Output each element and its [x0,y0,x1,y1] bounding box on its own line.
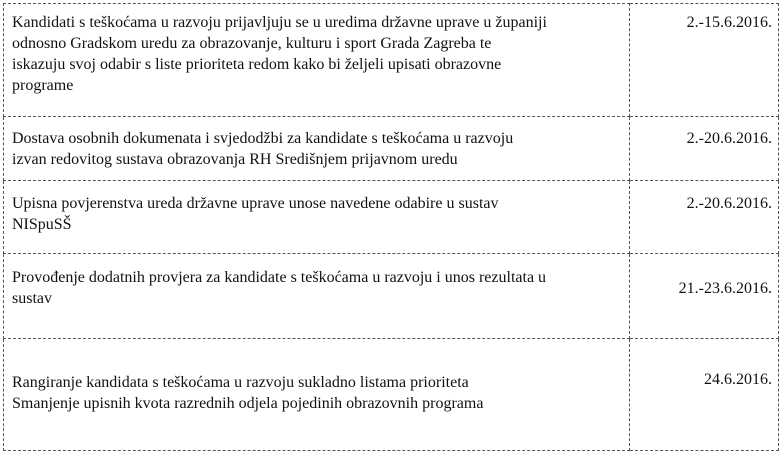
activity-description [4,181,630,254]
description-line: programe [12,77,74,94]
activity-description [4,117,630,181]
table-row [4,4,779,117]
description-line: Provođenje dodatnih provjera za kandidate s teškoćama u razvoju i unos rezultata u [12,269,547,286]
table-row [4,181,779,254]
description-line: Rangiranje kandidata s teškoćama u razvoju sukladno listama prioriteta [12,374,469,391]
description-line: Upisna povjerenstva ureda državne uprave unose navedene odabire u sustav [12,195,499,212]
description-line: NISpuSŠ [12,216,72,233]
table-row [4,254,779,339]
activity-description [4,4,630,117]
description-line: sustav [12,290,52,307]
activity-description [4,254,630,339]
table-row [4,339,779,451]
activity-date: 24.6.2016. [630,339,779,451]
activity-date: 2.-20.6.2016. [630,181,779,254]
enrollment-schedule-table [3,3,779,451]
description-line: iskazuju svoj odabir s liste prioriteta redom kako bi željeli upisati obrazovne [12,56,502,73]
description-line: Kandidati s teškoćama u razvoju prijavljuju se u uredima državne uprave u županiji [12,14,547,31]
activity-description [4,339,630,451]
description-line: odnosno Gradskom uredu za obrazovanje, kulturu i sport Grada Zagreba te [12,35,492,52]
activity-date: 2.-15.6.2016. [630,4,779,117]
activity-date: 21.-23.6.2016. [630,254,779,339]
description-line: Dostava osobnih dokumenata i svjedodžbi za kandidate s teškoćama u razvoju [12,130,514,147]
description-line: izvan redovitog sustava obrazovanja RH Središnjem prijavnom uredu [12,151,458,168]
description-line: Smanjenje upisnih kvota razrednih odjela pojedinih obrazovnih programa [12,395,484,412]
activity-date: 2.-20.6.2016. [630,117,779,181]
table-row [4,117,779,181]
